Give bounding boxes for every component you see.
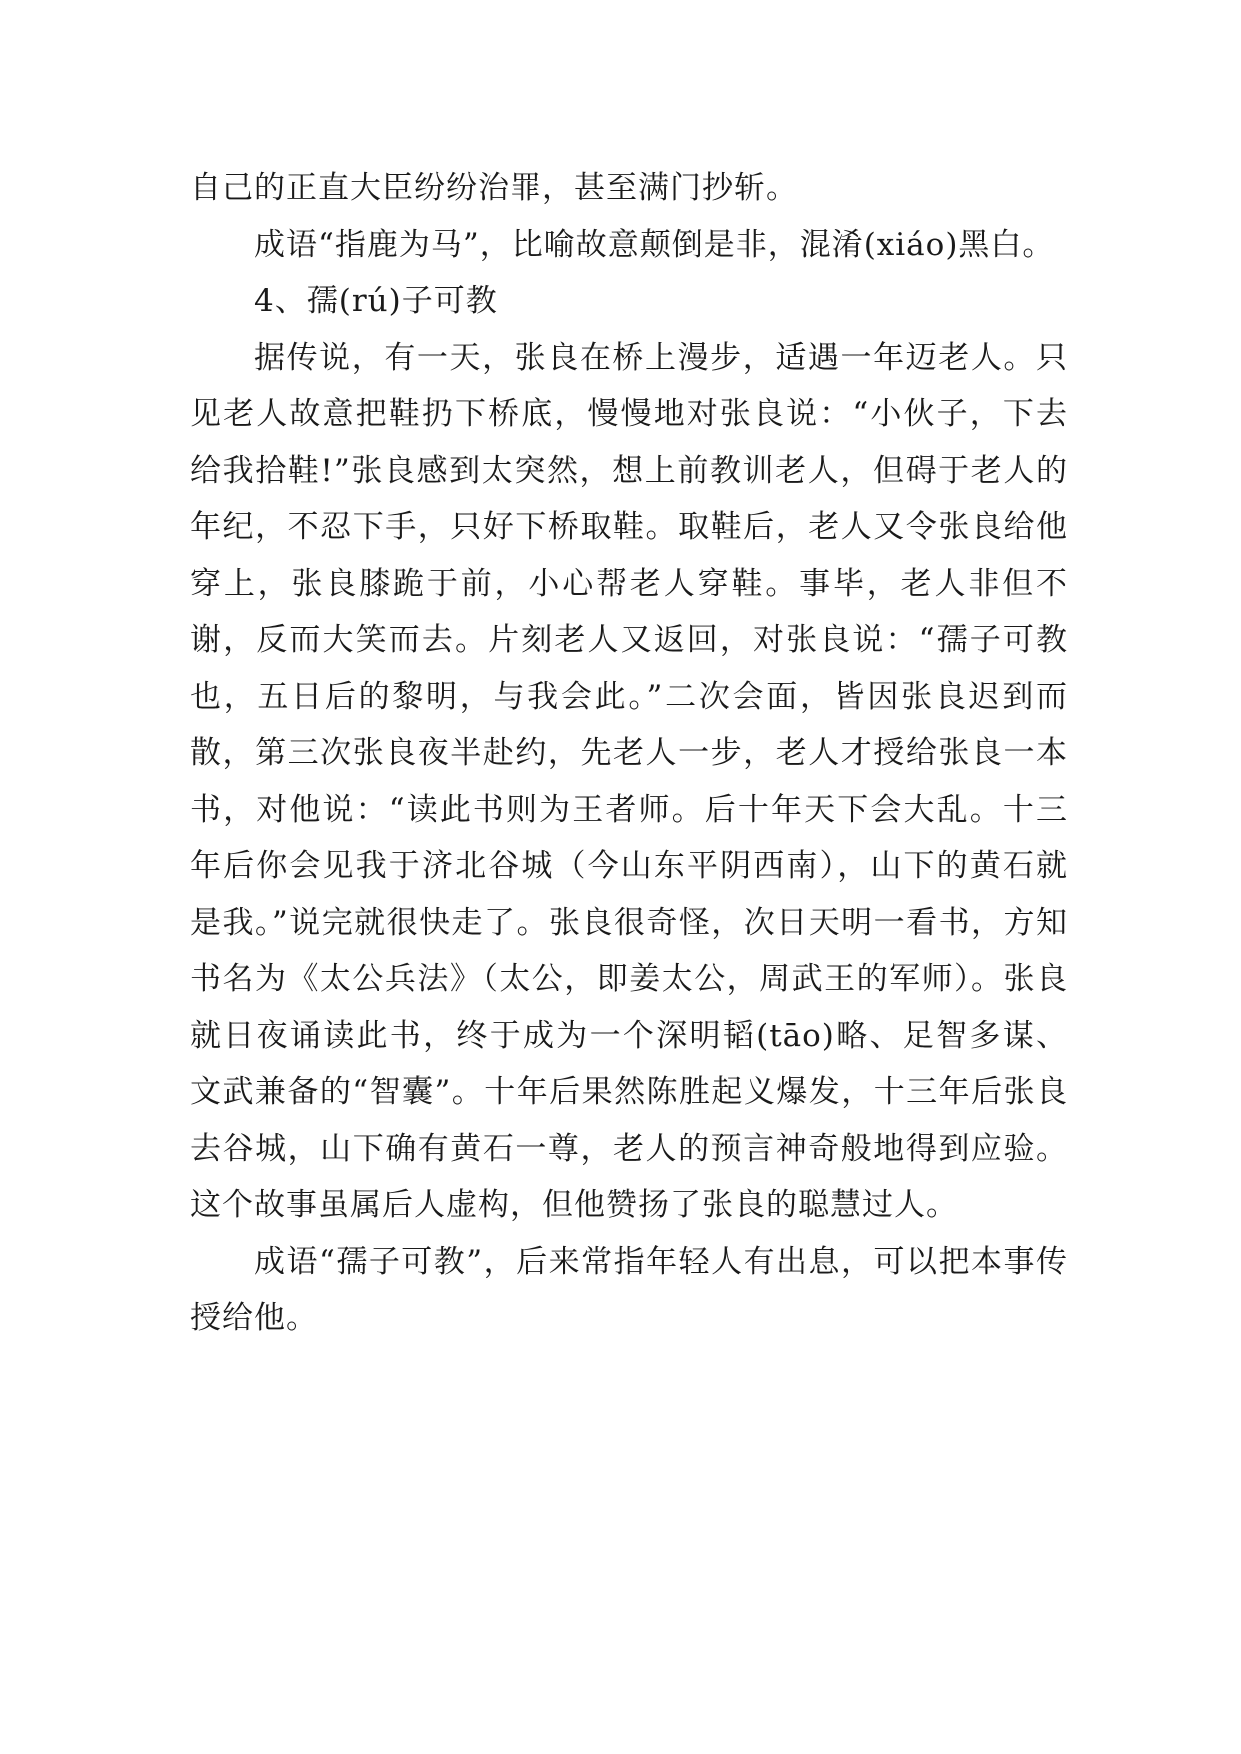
paragraph-story-zhang-liang: 据传说，有一天，张良在桥上漫步，适遇一年迈老人。只见老人故意把鞋扔下桥底，慢慢地对张良说：“小伙子，下去给我拾鞋!”张良感到太突然，想上前教训老人，但碍于老人的年纪，不忍下手，只好下桥取鞋。取鞋后，老人又令张良给他穿上，张良膝跪于前，小心帮老人穿鞋。事毕，老人非但不谢，反而大笑而去。片刻老人又返回，对张良说：“孺子可教也，五日后的黎明，与我会此。”二次会面，皆因张良迟到而散，第三次张良夜半赴约，先老人一步，老人才授给张良一本书，对他说：“读此书则为王者师。后十年天下会大乱。十三年后你会见我于济北谷城（今山东平阴西南），山下的黄石就是我。”说完就很快走了。张良很奇怪，次日天明一看书，方知书名为《太公兵法》（太公，即姜太公，周武王的军师）。张良就日夜诵读此书，终于成为一个深明韬(tāo)略、足智多谋、文武兼备的“智囊”。十年后果然陈胜起义爆发，十三年后张良去谷城，山下确有黄石一尊，老人的预言神奇般地得到应验。这个故事虽属后人虚构，但他赞扬了张良的聪慧过人。 xyxy=(190,339,1068,1223)
paragraph-continuation: 自己的正直大臣纷纷治罪，甚至满门抄斩。 xyxy=(190,170,798,206)
paragraph-idiom-ru-zi-ke-jiao: 成语“孺子可教”，后来常指年轻人有出息，可以把本事传授给他。 xyxy=(190,1243,1068,1336)
paragraph-idiom-zhi-lu-wei-ma: 成语“指鹿为马”，比喻故意颠倒是非，混淆(xiáo)黑白。 xyxy=(254,226,1055,263)
section-heading-ru-zi-ke-jiao: 4、孺(rú)子可教 xyxy=(254,283,498,319)
body-text xyxy=(190,160,1068,1347)
